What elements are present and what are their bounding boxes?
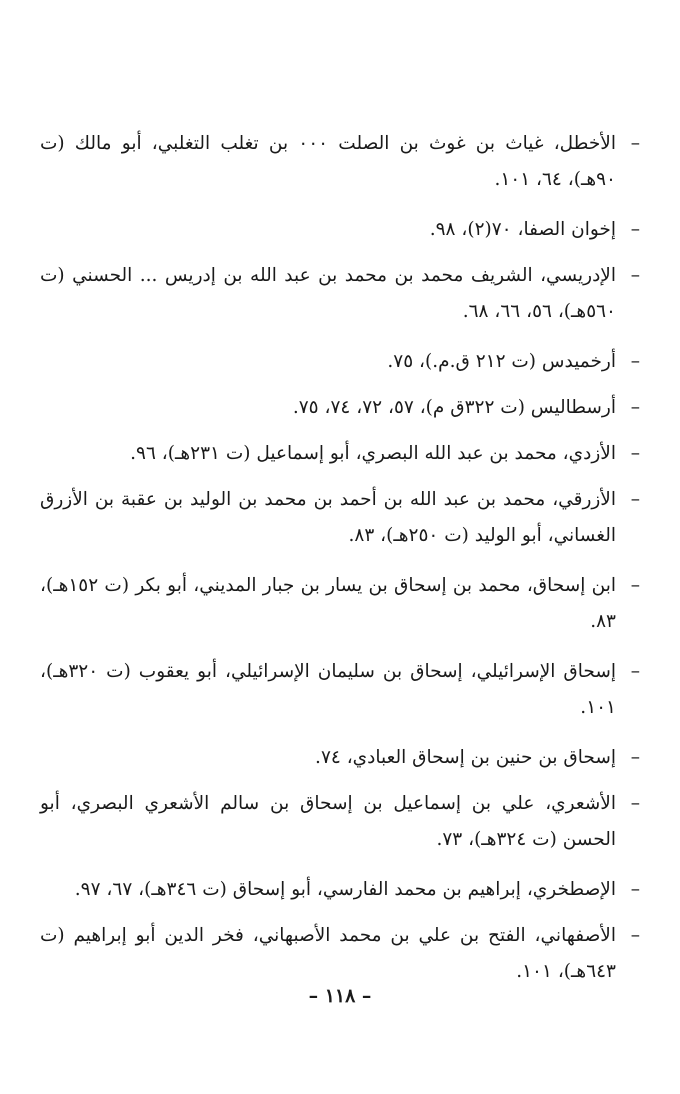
index-entry — [40, 390, 640, 426]
entry-text: الإصطخري، إبراهيم بن محمد الفارسي، أبو إسحاق (ت ٣٤٦هـ)، ٦٧، ٩٧. — [74, 879, 616, 900]
entry-dash: – — [630, 661, 640, 682]
entry-text: الأخطل، غياث بن غوث بن الصلت ٠٠٠ بن تغلب التغلبي، أبو مالك (ت ٩٠هـ)، ٦٤، ١٠١. — [40, 133, 616, 190]
entry-dash: – — [630, 925, 640, 946]
index-entry — [40, 482, 640, 554]
entry-dash: – — [630, 879, 640, 900]
entry-dash: – — [630, 489, 640, 510]
index-entry — [40, 436, 640, 472]
index-entry — [40, 126, 640, 198]
entry-text: الأشعري، علي بن إسماعيل بن إسحاق بن سالم الأشعري البصري، أبو الحسن (ت ٣٢٤هـ)، ٧٣. — [40, 793, 616, 850]
entry-dash: – — [630, 219, 640, 240]
index-entry — [40, 568, 640, 640]
entry-dash: – — [630, 265, 640, 286]
entry-dash: – — [630, 747, 640, 768]
index-entry — [40, 654, 640, 726]
entry-text: إسحاق بن حنين بن إسحاق العبادي، ٧٤. — [315, 747, 616, 768]
index-entry — [40, 872, 640, 908]
entry-text: الأزرقي، محمد بن عبد الله بن أحمد بن محمد بن الوليد بن عقبة بن الأزرق الغساني، أبو الوليد (ت ٢٥٠هـ)، ٨٣. — [40, 489, 616, 546]
entry-text: الأصفهاني، الفتح بن علي بن محمد الأصبهاني، فخر الدين أبو إبراهيم (ت ٦٤٣هـ)، ١٠١. — [40, 925, 616, 982]
index-entry — [40, 740, 640, 776]
index-entry — [40, 918, 640, 990]
entry-text: أرسطاليس (ت ٣٢٢ق م)، ٥٧، ٧٢، ٧٤، ٧٥. — [292, 397, 616, 418]
page-number: – ١١٨ – — [308, 985, 372, 1007]
entry-dash: – — [630, 351, 640, 372]
entry-dash: – — [630, 133, 640, 154]
entry-text: الإدريسي، الشريف محمد بن محمد بن عبد الله بن إدريس ... الحسني (ت ٥٦٠هـ)، ٥٦، ٦٦، ٦٨. — [40, 265, 616, 322]
index-entry — [40, 344, 640, 380]
entry-text: الأزدي، محمد بن عبد الله البصري، أبو إسماعيل (ت ٢٣١هـ)، ٩٦. — [130, 443, 616, 464]
entry-text: إخوان الصفا، ٧٠(٢)، ٩٨. — [429, 219, 616, 240]
index-entry — [40, 786, 640, 858]
entry-dash: – — [630, 443, 640, 464]
entry-dash: – — [630, 397, 640, 418]
name-index-list — [40, 126, 640, 1004]
entry-text: أرخميدس (ت ٢١٢ ق.م.)، ٧٥. — [387, 351, 616, 372]
entry-text: إسحاق الإسرائيلي، إسحاق بن سليمان الإسرائيلي، أبو يعقوب (ت ٣٢٠هـ)، ١٠١. — [40, 661, 616, 718]
index-entry — [40, 212, 640, 248]
index-entry — [40, 258, 640, 330]
entry-dash: – — [630, 575, 640, 596]
entry-text: ابن إسحاق، محمد بن إسحاق بن يسار بن جبار المديني، أبو بكر (ت ١٥٢هـ)، ٨٣. — [40, 575, 616, 632]
entry-dash: – — [630, 793, 640, 814]
